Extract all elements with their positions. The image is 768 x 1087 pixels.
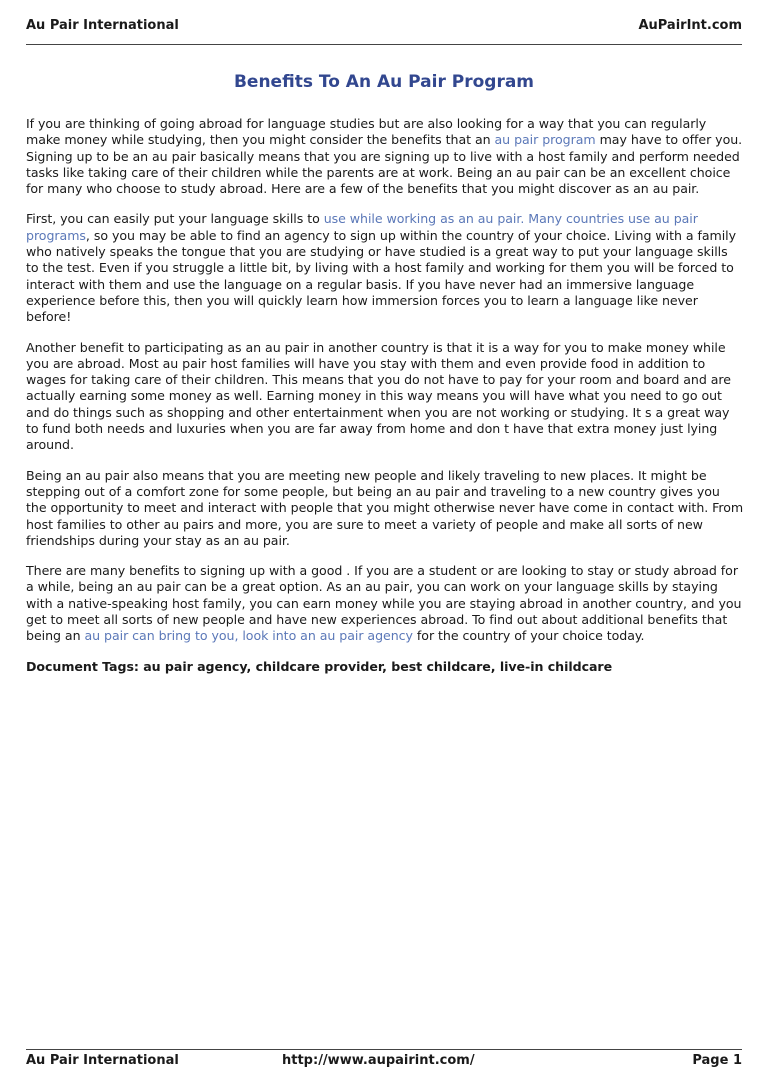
page-header [26,18,742,45]
paragraph-2: First, you can easily put your language skills to use while working as an au pair. Many countries use au pair programs, so you may be able to find an agency to sign up within the country of your choice. Living with a family who natively speaks the tongue that you are studying or have studied is a great way to put your language skills to the test. Even if you struggle a little bit, by living with a host family and working for them you will be forced to interact with them and use the language on a regular basis. If you have never had an immersive language experience before this, then you will quickly learn how immersion forces you to learn a language like never before! [26,211,737,325]
header-site-name: Au Pair International [26,18,179,33]
document-title: Benefits To An Au Pair Program [233,72,535,92]
link-au-pair-program[interactable]: au pair program [494,132,596,148]
paragraph-5: There are many benefits to signing up with a good . If you are a student or are looking to stay or study abroad for a while, being an au pair can be a great option. As an au pair, you can work on your language skills by staying with a native-speaking host family, you can earn money while you are staying abroad in another country, and you get to meet all sorts of new people and have new experiences abroad. To find out about additional benefits that being an au pair can bring to you, look into an au pair agency for the country of your choice today. [26,563,742,644]
footer-url[interactable]: http://www.aupairint.com/ [282,1053,475,1068]
header-site-domain: AuPairInt.com [638,18,742,33]
page-footer [26,1049,742,1068]
link-au-pair-programs[interactable]: use while working as an au pair. Many countries use au pair programs [26,211,698,243]
footer-site-name: Au Pair International [26,1053,179,1068]
link-au-pair-agency[interactable]: au pair can bring to you, look into an au pair agency [84,628,413,644]
document-tags: Document Tags: au pair agency, childcare provider, best childcare, live-in childcare [26,658,613,674]
document-body [26,116,744,689]
paragraph-3: Another benefit to participating as an au pair in another country is that it is a way for you to make money while you are abroad. Most au pair host families will have you stay with them and even provide food in addition to wages for taking care of their children. This means that you do not have to pay for your room and board and are actually earning some money as well. Earning money in this way means you will have what you need to go out and do things such as shopping and other entertainment when you are not working or studying. It s a great way to fund both needs and luxuries when you are far away from home and don t have that extra money just lying around. [26,339,731,453]
paragraph-4: Being an au pair also means that you are meeting new people and likely traveling to new places. It might be stepping out of a comfort zone for some people, but being an au pair and traveling to a new country gives you the opportunity to meet and interact with people that you might otherwise never have come in contact with. From host families to other au pairs and more, you are sure to meet a variety of people and make all sorts of new friendships during your stay as an au pair. [26,467,744,548]
page-number: Page 1 [692,1053,742,1068]
paragraph-1: If you are thinking of going abroad for language studies but are also looking for a way that you can regularly make money while studying, then you might consider the benefits that an au pair program may have to offer you. Signing up to be an au pair basically means that you are signing up to live with a host family and perform needed tasks like taking care of their children while the parents are at work. Being an au pair can be an excellent choice for many who choose to study abroad. Here are a few of the benefits that you might discover as an au pair. [26,116,743,197]
